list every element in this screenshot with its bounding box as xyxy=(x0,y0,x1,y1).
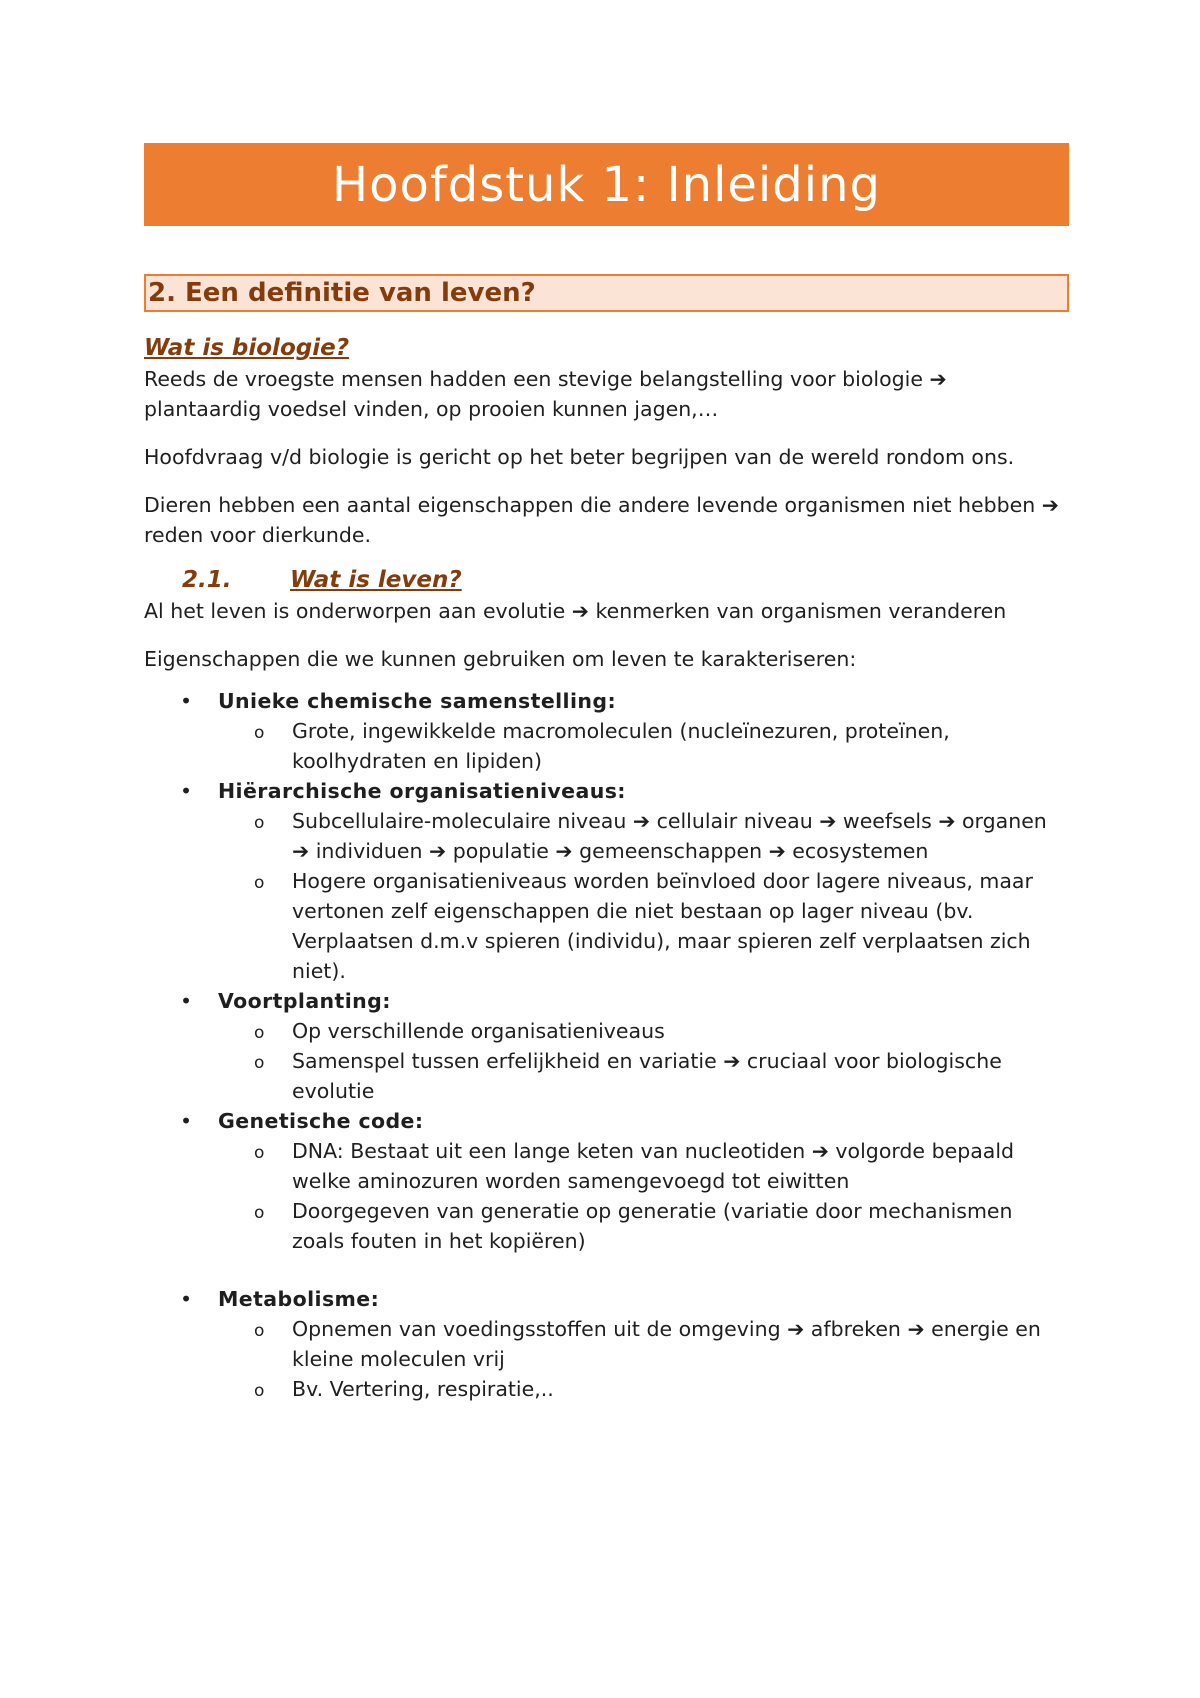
circle-bullet-icon: o xyxy=(254,813,265,833)
list-item-label: Voortplanting: xyxy=(218,989,391,1013)
paragraph: Dieren hebben een aantal eigenschappen die andere levende organismen niet hebben ➔ reden voor dierkunde. xyxy=(144,493,1059,547)
sub-list-item xyxy=(144,1196,1069,1256)
sub-list-item xyxy=(144,1136,1069,1196)
sub-list-item-text: Hogere organisatieniveaus worden beïnvloed door lagere niveaus, maar vertonen zelf eigenschappen die niet bestaan op lager niveau (bv. Verplaatsen d.m.v spieren (individu), maar spieren zelf verplaatsen zich niet). xyxy=(292,869,1033,983)
sub-list-item-text: Subcellulaire-moleculaire niveau ➔ cellulair niveau ➔ weefsels ➔ organen ➔ individuen ➔ populatie ➔ gemeenschappen ➔ ecosystemen xyxy=(292,809,1047,863)
sub-list-item-text: Opnemen van voedingsstoffen uit de omgeving ➔ afbreken ➔ energie en kleine moleculen vrij xyxy=(292,1317,1041,1371)
paragraph: Reeds de vroegste mensen hadden een stevige belangstelling voor biologie ➔ plantaardig voedsel vinden, op prooien kunnen jagen,… xyxy=(144,367,947,421)
section-heading-box xyxy=(144,274,1069,312)
sub-list-item-text: Bv. Vertering, respiratie,.. xyxy=(292,1377,554,1401)
subsection-title: Wat is leven? xyxy=(290,567,462,593)
circle-bullet-icon: o xyxy=(254,723,265,743)
circle-bullet-icon: o xyxy=(254,1321,265,1341)
chapter-banner xyxy=(144,143,1069,226)
document-content xyxy=(144,332,1069,1404)
spacer xyxy=(144,1256,1069,1284)
section-title: 2. Een definitie van leven? xyxy=(148,278,536,308)
list-item-label: Metabolisme: xyxy=(218,1287,380,1311)
sub-list-item-text: DNA: Bestaat uit een lange keten van nucleotiden ➔ volgorde bepaald welke aminozuren worden samengevoegd tot eiwitten xyxy=(292,1139,1015,1193)
circle-bullet-icon: o xyxy=(254,1143,265,1163)
list-item xyxy=(144,686,1069,716)
chapter-title: Hoofdstuk 1: Inleiding xyxy=(332,156,881,213)
subsection-heading xyxy=(182,564,1069,596)
sub-list-item xyxy=(144,1046,1069,1106)
circle-bullet-icon: o xyxy=(254,1053,265,1073)
bullet-icon: • xyxy=(180,1109,193,1133)
sub-list-item xyxy=(144,1016,1069,1046)
bullet-icon: • xyxy=(180,689,193,713)
bullet-icon: • xyxy=(180,779,193,803)
circle-bullet-icon: o xyxy=(254,1203,265,1223)
characteristics-list xyxy=(144,686,1069,1404)
sub-list-item xyxy=(144,1374,1069,1404)
list-item-label: Genetische code: xyxy=(218,1109,424,1133)
list-item xyxy=(144,1284,1069,1314)
paragraph: Hoofdvraag v/d biologie is gericht op het beter begrijpen van de wereld rondom ons. xyxy=(144,445,1015,469)
list-item-label: Unieke chemische samenstelling: xyxy=(218,689,617,713)
sub-list-item-text: Samenspel tussen erfelijkheid en variatie ➔ cruciaal voor biologische evolutie xyxy=(292,1049,1002,1103)
subheading-biology: Wat is biologie? xyxy=(144,335,350,361)
list-item xyxy=(144,986,1069,1016)
sub-list-item xyxy=(144,866,1069,986)
sub-list-item-text: Grote, ingewikkelde macromoleculen (nucleïnezuren, proteïnen, koolhydraten en lipiden) xyxy=(292,719,950,773)
sub-list-item-text: Op verschillende organisatieniveaus xyxy=(292,1019,665,1043)
bullet-icon: • xyxy=(180,1287,193,1311)
sub-list-item-text: Doorgegeven van generatie op generatie (variatie door mechanismen zoals fouten in het kopiëren) xyxy=(292,1199,1013,1253)
circle-bullet-icon: o xyxy=(254,1023,265,1043)
circle-bullet-icon: o xyxy=(254,873,265,893)
circle-bullet-icon: o xyxy=(254,1381,265,1401)
sub-list-item xyxy=(144,1314,1069,1374)
subsection-number: 2.1. xyxy=(182,567,232,593)
list-item-label: Hiërarchische organisatieniveaus: xyxy=(218,779,626,803)
list-item xyxy=(144,776,1069,806)
sub-list-item xyxy=(144,716,1069,776)
sub-list-item xyxy=(144,806,1069,866)
paragraph: Al het leven is onderworpen aan evolutie ➔ kenmerken van organismen veranderen xyxy=(144,599,1007,623)
bullet-icon: • xyxy=(180,989,193,1013)
paragraph: Eigenschappen die we kunnen gebruiken om leven te karakteriseren: xyxy=(144,647,857,671)
list-item xyxy=(144,1106,1069,1136)
